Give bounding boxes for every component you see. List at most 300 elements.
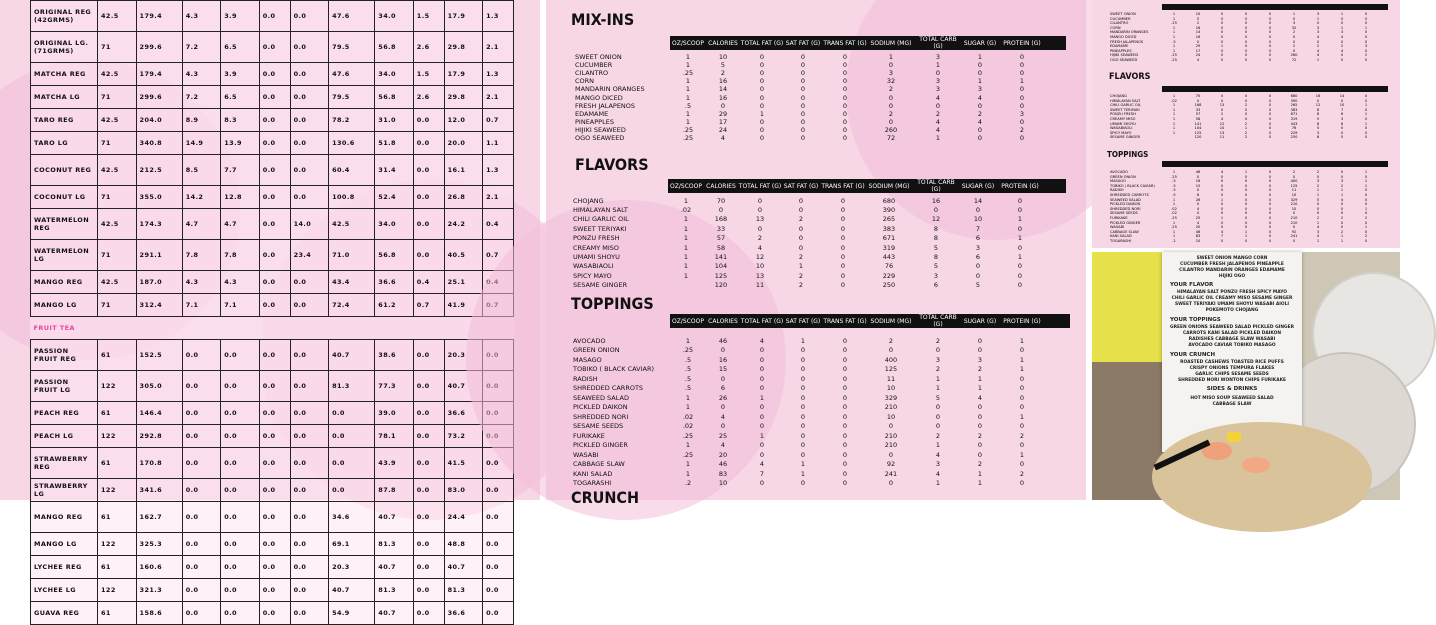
thumb-cell: 0 (1244, 48, 1248, 53)
table-cell: 0 (1017, 262, 1023, 271)
table-cell: 34.0 (375, 1, 414, 32)
table-cell: 7 (975, 224, 981, 233)
thumb-cell: 0 (1268, 211, 1272, 216)
item-name: CHILI GARLIC OIL (573, 215, 629, 224)
thumb-cell: 0 (1244, 34, 1248, 39)
table-cell: 2.6 (413, 32, 444, 63)
thumb-cell: 0 (1244, 53, 1248, 58)
table-cell: 1 (1019, 412, 1025, 421)
thumb-cell: 0 (1364, 126, 1368, 131)
table-cell: 0.0 (290, 86, 329, 109)
table-cell: 0.0 (259, 109, 290, 132)
thumb-cell: 32 (1291, 25, 1297, 30)
thumb-cell: 0 (1316, 202, 1320, 207)
thumb-cell: 250 (1290, 135, 1298, 140)
thumb-mixins-lines (1110, 12, 1380, 63)
table-cell: 60.4 (329, 155, 375, 186)
thumb-cell: 0 (1220, 183, 1224, 188)
thumb-cell: 2 (1292, 44, 1296, 49)
table-cell: 0.0 (290, 132, 329, 155)
table-cell: 1 (1019, 77, 1025, 86)
table-cell: 13 (755, 215, 765, 224)
table-cell: 40.7 (375, 556, 414, 579)
table-cell: 7.1 (182, 294, 221, 317)
table-cell: 1 (683, 224, 689, 233)
thumb-item-name: CUCUMBER (1110, 16, 1131, 21)
table-cell: 10 (886, 412, 896, 421)
table-cell: 0 (759, 365, 765, 374)
thumb-item-name: KANI SALAD (1110, 234, 1132, 239)
thumb-cell: 0 (1292, 174, 1296, 179)
table-row (573, 224, 1044, 233)
toppings-table (573, 336, 1046, 488)
thumb-cell: 0 (1268, 98, 1272, 103)
thumb-cell: 1 (1316, 220, 1320, 225)
table-cell: 0 (800, 61, 806, 70)
thumb-cell: 0 (1340, 220, 1344, 225)
thumb-cell: 13 (1219, 103, 1225, 108)
table-cell: 1 (1017, 234, 1023, 243)
thumb-cell: 0 (1244, 94, 1248, 98)
table-cell: 0.0 (290, 155, 329, 186)
thumb-cell: 2 (1244, 103, 1248, 108)
table-cell: 0.0 (182, 579, 221, 602)
table-row (575, 134, 1046, 142)
thumb-item-name: SWEET ONION (1110, 12, 1136, 16)
thumb-cell: 1 (1316, 188, 1320, 193)
table-cell: 16.1 (444, 155, 483, 186)
table-cell: 40.7 (375, 602, 414, 625)
table-cell: 319 (882, 243, 896, 252)
thumb-cell: 0 (1364, 39, 1368, 44)
thumb-cell: 4 (1316, 234, 1320, 239)
table-cell: 47.6 (329, 63, 375, 86)
table-row (573, 243, 1044, 252)
table-cell: 0 (759, 374, 765, 383)
table-cell: 92 (886, 460, 896, 469)
table-cell: 14.9 (182, 132, 221, 155)
thumb-cell: 2 (1364, 53, 1368, 58)
table-cell: 78.1 (375, 425, 414, 448)
drink-name: STRAWBERRY REG (31, 448, 98, 479)
table-cell: 0 (842, 133, 848, 142)
card-crunch-title: YOUR CRUNCH (1170, 352, 1216, 358)
thumb-cell: .2 (1172, 238, 1176, 243)
drink-name: GUAVA REG (31, 602, 98, 625)
thumb-cell: 0 (1268, 220, 1272, 225)
table-cell: 1 (685, 469, 691, 478)
table-cell: 0 (842, 77, 848, 86)
table-cell: 0 (842, 93, 848, 102)
thumb-cell: 0 (1292, 34, 1296, 39)
thumb-cell: 0 (1268, 135, 1272, 140)
table-cell: 0.0 (182, 371, 221, 402)
table-cell: 1 (935, 374, 941, 383)
thumb-cell: 1 (1316, 192, 1320, 197)
drink-name: PEACH REG (31, 402, 98, 425)
table-cell: 122 (98, 479, 137, 502)
table-cell: 87.8 (375, 479, 414, 502)
thumb-cell: 0 (1268, 107, 1272, 112)
table-cell: 36.6 (444, 402, 483, 425)
thumb-cell: 1 (1364, 103, 1368, 108)
table-cell: 0 (840, 281, 846, 290)
thumb-cell: 1 (1172, 30, 1176, 35)
table-cell: 16 (931, 196, 941, 205)
table-cell: 79.5 (329, 86, 375, 109)
table-cell: 305.0 (136, 371, 182, 402)
thumb-cell: .25 (1171, 53, 1177, 58)
table-row (31, 63, 514, 86)
table-cell: 1 (977, 479, 983, 488)
thumb-cell: 0 (1316, 39, 1320, 44)
table-cell: 20 (718, 450, 728, 459)
thumb-cell: .5 (1172, 183, 1176, 188)
thumb-cell: 0 (1364, 57, 1368, 62)
thumb-item-name: CILANTRO (1110, 21, 1129, 26)
thumb-item-name: SEAWEED SALAD (1110, 197, 1141, 202)
table-cell: 0.0 (182, 448, 221, 479)
thumb-cell: 17 (1195, 48, 1201, 53)
table-cell: 2 (888, 336, 894, 345)
thumb-cell: 0 (1364, 48, 1368, 53)
thumb-cell: 0 (1364, 135, 1368, 140)
thumb-cell: 2 (1244, 130, 1248, 135)
table-cell: 17 (718, 117, 728, 126)
table-cell: 2 (977, 431, 983, 440)
table-cell: 0.0 (259, 240, 290, 271)
item-name: SWEET ONION (575, 53, 622, 62)
thumb-cell: 1 (1172, 234, 1176, 239)
table-cell: 0.0 (221, 502, 260, 533)
table-cell: 4 (935, 125, 941, 134)
table-cell: 0 (800, 403, 806, 412)
thumb-row (1110, 58, 1380, 63)
table-row (575, 61, 1046, 69)
item-name: MANGO DICED (575, 93, 623, 102)
table-cell: 41.5 (444, 448, 483, 479)
thumb-cell: 4 (1340, 197, 1344, 202)
table-cell: 61 (98, 402, 137, 425)
thumb-cell: 1 (1172, 48, 1176, 53)
table-cell: 54.9 (329, 602, 375, 625)
table-cell: 3 (935, 460, 941, 469)
table-cell: 0 (800, 85, 806, 94)
table-cell: 0 (1019, 479, 1025, 488)
table-cell: 2 (798, 271, 804, 280)
thumb-cell: .25 (1171, 57, 1177, 62)
thumb-cell: 383 (1290, 107, 1298, 112)
thumb-cell: 0 (1244, 188, 1248, 193)
table-cell: 4 (935, 93, 941, 102)
thumb-cell: 0 (1292, 211, 1296, 216)
table-cell: 0 (977, 61, 983, 70)
thumb-cell: 0 (1340, 206, 1344, 211)
thumb-cell: 0 (1364, 192, 1368, 197)
table-cell: .25 (682, 431, 694, 440)
thumb-cell: 0 (1268, 202, 1272, 207)
thumb-cell: 0 (1268, 234, 1272, 239)
thumb-cell: 0 (1220, 192, 1224, 197)
thumb-cell: 1 (1172, 94, 1176, 98)
table-row (573, 365, 1046, 375)
item-name: RADISH (573, 374, 598, 383)
table-cell: 0.0 (259, 63, 290, 86)
item-name: UMAMI SHOYU (573, 253, 620, 262)
thumb-item-name: CREAMY MISO (1110, 116, 1136, 121)
table-cell: 0.0 (221, 556, 260, 579)
table-cell: 26.8 (444, 186, 483, 209)
table-cell: 671 (882, 234, 896, 243)
thumb-cell: 1 (1340, 25, 1344, 30)
drink-name: STRAWBERRY LG (31, 479, 98, 502)
thumb-cell: 0 (1220, 202, 1224, 207)
item-name: CORN (575, 77, 595, 86)
thumb-cell: 210 (1290, 215, 1298, 220)
item-name: KANI SALAD (573, 469, 613, 478)
thumb-cell: 1 (1172, 103, 1176, 108)
table-cell: 0 (933, 206, 939, 215)
thumb-item-name: MANDARIN ORANGES (1110, 30, 1149, 35)
table-cell: 3 (888, 69, 894, 78)
table-cell: 0 (842, 374, 848, 383)
thumb-cell: 1 (1364, 206, 1368, 211)
table-cell: 0 (842, 460, 848, 469)
table-cell: 292.8 (136, 425, 182, 448)
table-cell: 73.2 (444, 425, 483, 448)
drink-name: TARO LG (31, 132, 98, 155)
table-cell: 0 (840, 224, 846, 233)
table-cell: 0 (1019, 346, 1025, 355)
table-cell: 0.0 (221, 340, 260, 371)
table-cell: 1 (685, 85, 691, 94)
table-cell: 0 (1017, 281, 1023, 290)
table-cell: 0.0 (483, 533, 514, 556)
table-cell: 58 (716, 243, 726, 252)
item-name: PICKLED GINGER (573, 441, 628, 450)
table-cell: 100.8 (329, 186, 375, 209)
table-cell: 4.7 (221, 209, 260, 240)
thumb-cell: 0 (1268, 34, 1272, 39)
thumb-cell: 1 (1172, 16, 1176, 21)
thumb-toppings-lines (1110, 170, 1380, 244)
table-cell: 125 (884, 365, 898, 374)
table-cell: 355.0 (136, 186, 182, 209)
column-header: SUGAR (G) (963, 317, 997, 325)
table-cell: 0.0 (413, 132, 444, 155)
table-cell: 1 (935, 61, 941, 70)
thumb-cell: 0 (1292, 225, 1296, 230)
table-cell: 34.0 (375, 209, 414, 240)
table-cell: 0 (759, 422, 765, 431)
table-row (31, 155, 514, 186)
table-cell: 71 (98, 186, 137, 209)
thumb-cell: 0 (1244, 57, 1248, 62)
table-cell: 72.4 (329, 294, 375, 317)
item-name: SPICY MAYO (573, 271, 612, 280)
table-cell: 17.9 (444, 63, 483, 86)
table-cell: 4.7 (182, 209, 221, 240)
thumb-item-name: FRESH JALAPENOS (1110, 39, 1144, 44)
thumb-cell: 104 (1194, 126, 1202, 131)
table-cell: 0 (888, 450, 894, 459)
table-cell: 212.5 (136, 155, 182, 186)
table-cell: 0.0 (290, 502, 329, 533)
table-cell: 16 (718, 93, 728, 102)
thumb-toppings-title: TOPPINGS (1107, 150, 1149, 159)
table-cell: 0 (720, 346, 726, 355)
table-cell: 4 (977, 117, 983, 126)
table-cell: 0 (759, 133, 765, 142)
table-cell: 0.0 (413, 240, 444, 271)
table-cell: 0.0 (413, 209, 444, 240)
table-cell: 0.0 (259, 186, 290, 209)
thumb-cell: 0 (1196, 98, 1200, 103)
thumb-cell: 0 (1316, 21, 1320, 26)
table-cell: 390 (882, 206, 896, 215)
table-cell: 1 (759, 109, 765, 118)
table-cell: 1 (683, 262, 689, 271)
card-flavor-title: YOUR FLAVOR (1170, 282, 1214, 288)
table-cell: 1 (1019, 336, 1025, 345)
table-cell: 0 (759, 384, 765, 393)
table-cell: 0.0 (259, 425, 290, 448)
table-cell: 7.2 (182, 86, 221, 109)
thumb-item-name: CORN (1110, 25, 1121, 30)
thumb-cell: .25 (1171, 225, 1177, 230)
thumb-item-name: HIMALAYAN SALT (1110, 98, 1141, 103)
card-line: SHREDDED NORI WONTON CHIPS FURIKAKE (1177, 378, 1287, 383)
table-cell: 341.6 (136, 479, 182, 502)
thumb-cell: 6 (1340, 112, 1344, 117)
table-cell: 6 (975, 234, 981, 243)
thumb-cell: 1 (1172, 107, 1176, 112)
card-line: RADISHES CABBAGE SLAW WASABI (1188, 337, 1276, 342)
table-cell: 0.0 (221, 479, 260, 502)
thumb-cell: 0 (1364, 16, 1368, 21)
drink-name: MANGO LG (31, 294, 98, 317)
table-cell: 0 (977, 346, 983, 355)
table-cell: 0.0 (182, 479, 221, 502)
table-cell: 0.0 (413, 340, 444, 371)
table-cell: 1 (800, 460, 806, 469)
thumb-cell: 0 (1244, 98, 1248, 103)
thumb-cell: 0 (1244, 238, 1248, 243)
card-sides-lines (1162, 396, 1302, 408)
table-cell: 0.0 (182, 533, 221, 556)
table-cell: 6.5 (221, 86, 260, 109)
thumb-cell: 0 (1268, 179, 1272, 184)
table-cell: 0.0 (259, 579, 290, 602)
table-cell: 0 (842, 365, 848, 374)
thumb-item-name: SHREDDED CARROTS (1110, 192, 1149, 197)
table-cell: 61.2 (375, 294, 414, 317)
thumb-cell: 390 (1290, 98, 1298, 103)
table-cell: .5 (684, 101, 692, 110)
table-cell: 325.3 (136, 533, 182, 556)
thumb-cell: 0 (1292, 16, 1296, 21)
table-cell: 0 (757, 224, 763, 233)
item-name: SESAME SEEDS (573, 422, 624, 431)
thumb-flavors-title: FLAVORS (1109, 72, 1151, 82)
table-cell: 0 (800, 133, 806, 142)
table-cell: 31.4 (375, 155, 414, 186)
thumb-cell: 1 (1172, 44, 1176, 49)
table-cell: 38.6 (375, 340, 414, 371)
item-name: SEAWEED SALAD (573, 393, 629, 402)
table-cell: 2 (720, 69, 726, 78)
table-row (575, 126, 1046, 134)
table-cell: 0 (720, 403, 726, 412)
thumb-cell: 0 (1364, 34, 1368, 39)
table-cell: 2 (935, 336, 941, 345)
drink-name: WATERMELON LG (31, 240, 98, 271)
table-cell: 23.4 (290, 240, 329, 271)
card-line: GARLIC CHIPS SESAME SEEDS (1195, 372, 1269, 377)
table-cell: 10 (886, 384, 896, 393)
table-cell: 0 (977, 69, 983, 78)
table-cell: 61 (98, 448, 137, 479)
thumb-cell: 33 (1195, 107, 1201, 112)
table-cell: 250 (882, 281, 896, 290)
thumb-cell: 1 (1244, 170, 1248, 174)
thumb-cell: 14 (1339, 94, 1345, 98)
table-cell: 4.3 (182, 1, 221, 32)
table-row (573, 469, 1046, 479)
table-cell: 3 (975, 243, 981, 252)
thumb-cell: 0 (1220, 53, 1224, 58)
table-cell: 0 (842, 355, 848, 364)
crunch-title: CRUNCH (571, 488, 639, 507)
table-cell: 8.9 (182, 109, 221, 132)
table-cell: 42.5 (98, 271, 137, 294)
table-row (575, 69, 1046, 77)
table-cell: 71 (98, 86, 137, 109)
table-cell: 0 (842, 450, 848, 459)
table-cell: 52.4 (375, 186, 414, 209)
table-cell: 4 (759, 336, 765, 345)
table-cell: 6.5 (221, 32, 260, 63)
table-cell: 29.8 (444, 86, 483, 109)
thumb-cell: 4 (1316, 225, 1320, 230)
thumb-item-name: OGO SEAWEED (1110, 57, 1138, 62)
thumb-cell: 0 (1220, 25, 1224, 30)
thumb-cell: 0 (1316, 98, 1320, 103)
thumb-cell: 0 (1316, 211, 1320, 216)
thumb-cell: 0 (1364, 116, 1368, 121)
thumb-cell: 0 (1220, 179, 1224, 184)
section-label: FRUIT TEA (31, 317, 514, 340)
column-header: SAT FAT (G) (785, 39, 821, 47)
thumb-cell: 4 (1316, 34, 1320, 39)
table-cell: 0 (977, 450, 983, 459)
table-cell: 0 (1019, 117, 1025, 126)
table-cell: 11 (755, 281, 765, 290)
card-crunch-lines (1162, 360, 1302, 384)
table-cell: 0 (800, 355, 806, 364)
table-cell: 122 (98, 371, 137, 402)
drink-name: MANGO REG (31, 502, 98, 533)
thumb-item-name: AVOCADO (1110, 170, 1129, 174)
table-cell: 1.5 (413, 63, 444, 86)
card-mixins (1162, 256, 1302, 280)
thumb-item-name: SWEET TERIYAKI (1110, 107, 1140, 112)
mixins-title: MIX-INS (571, 10, 635, 29)
table-cell: 2.1 (483, 32, 514, 63)
table-cell: 0.4 (413, 271, 444, 294)
table-cell: 210 (884, 441, 898, 450)
table-cell: 0 (840, 243, 846, 252)
